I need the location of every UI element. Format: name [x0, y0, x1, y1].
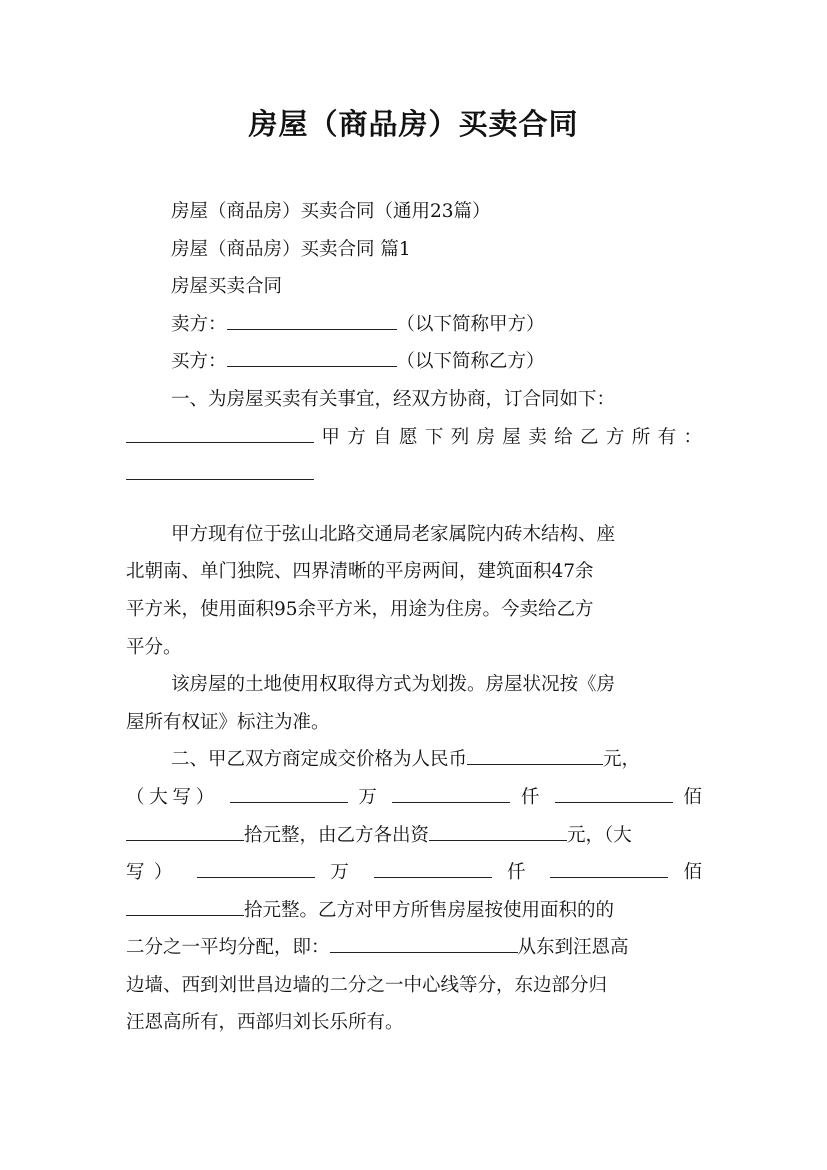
wan-blank — [230, 783, 348, 803]
share-lead: 二分之一平均分配，即： — [126, 937, 330, 959]
shi-text-1: 拾元整，由乙方各出资 — [244, 824, 430, 846]
clause-1-blank — [126, 423, 314, 443]
yuan-label: 元， — [603, 749, 641, 771]
clause-1: 一、为房屋买卖有关事宜，经双方协商，订合同如下： — [171, 388, 616, 410]
para2-line2: 屋所有权证》标注为准。 — [126, 711, 330, 733]
yuan2-label: 元，（大 — [567, 824, 632, 846]
shi-blank-2 — [126, 896, 244, 916]
daxie-open: （大写） — [126, 786, 220, 808]
clause-2-line2 — [126, 779, 702, 817]
wan-label-2: 万 — [330, 862, 359, 884]
clause-2-line7: 边墙、西到刘世昌边墙的二分之一中心线等分，东边部分归 — [126, 974, 608, 996]
seller-blank — [227, 310, 397, 330]
shi-blank — [126, 821, 244, 841]
para1-line1: 甲方现有位于弦山北路交通局老家属院内砖木结构、座 — [171, 523, 616, 545]
buyer-note: （以下简称乙方） — [396, 351, 545, 373]
clause-2-line4 — [126, 854, 702, 892]
price-blank — [467, 746, 603, 766]
share-price-blank — [429, 821, 567, 841]
qian-blank-2 — [374, 859, 492, 879]
qian-label-2: 仟 — [506, 862, 535, 884]
wan-blank-2 — [197, 859, 315, 879]
bai-blank-2 — [550, 859, 668, 879]
xie-close: 写） — [126, 862, 182, 884]
clause-2-line5 — [126, 892, 702, 930]
clause-1-cont — [126, 419, 702, 457]
buyer-label: 买方： — [171, 351, 227, 373]
para1-line3: 平方米，使用面积95余平方米，用途为住房。今卖给乙方 — [126, 598, 594, 620]
bai-label-2: 佰 — [683, 862, 702, 884]
clause-1-blank-2 — [126, 461, 314, 481]
clause-2-line8: 汪恩高所有，西部归刘长乐所有。 — [126, 1012, 404, 1034]
share-tail: 从东到汪恩高 — [517, 937, 629, 959]
qian-blank — [392, 783, 510, 803]
paragraph-gap — [126, 494, 702, 516]
document-title: 房屋（商品房）买卖合同 — [248, 107, 579, 141]
clause-1-text: 甲方自愿下列房屋卖给乙方所有： — [314, 426, 702, 448]
seller-line — [126, 306, 702, 344]
clause-2-line3 — [126, 817, 702, 855]
bai-blank — [555, 783, 673, 803]
bai-label: 佰 — [683, 786, 702, 808]
seller-label: 卖方： — [171, 313, 227, 335]
clause-1-trailing — [126, 456, 702, 494]
para1-line2: 北朝南、单门独院、四界清晰的平房两间，建筑面积47余 — [126, 561, 594, 583]
wan-label: 万 — [358, 786, 382, 808]
clause-2-line6 — [126, 929, 702, 967]
buyer-blank — [227, 348, 397, 368]
chapter-heading: 房屋（商品房）买卖合同 篇1 — [171, 238, 411, 260]
contract-subtitle: 房屋买卖合同 — [171, 276, 283, 298]
qian-label: 仟 — [520, 786, 545, 808]
para1-line4: 平分。 — [126, 636, 182, 658]
buyer-line — [126, 343, 702, 381]
clause-2-line1 — [126, 741, 702, 779]
clause-2-lead: 二、甲乙双方商定成交价格为人民币 — [171, 749, 468, 771]
toc-line: 房屋（商品房）买卖合同（通用23篇） — [171, 201, 491, 222]
seller-note: （以下简称甲方） — [396, 313, 545, 335]
shi-text-2: 拾元整。乙方对甲方所售房屋按使用面积的的 — [244, 899, 615, 921]
document-body — [126, 193, 702, 1042]
share-blank — [330, 934, 518, 954]
para2-line1: 该房屋的土地使用权取得方式为划拨。房屋状况按《房 — [171, 674, 616, 696]
